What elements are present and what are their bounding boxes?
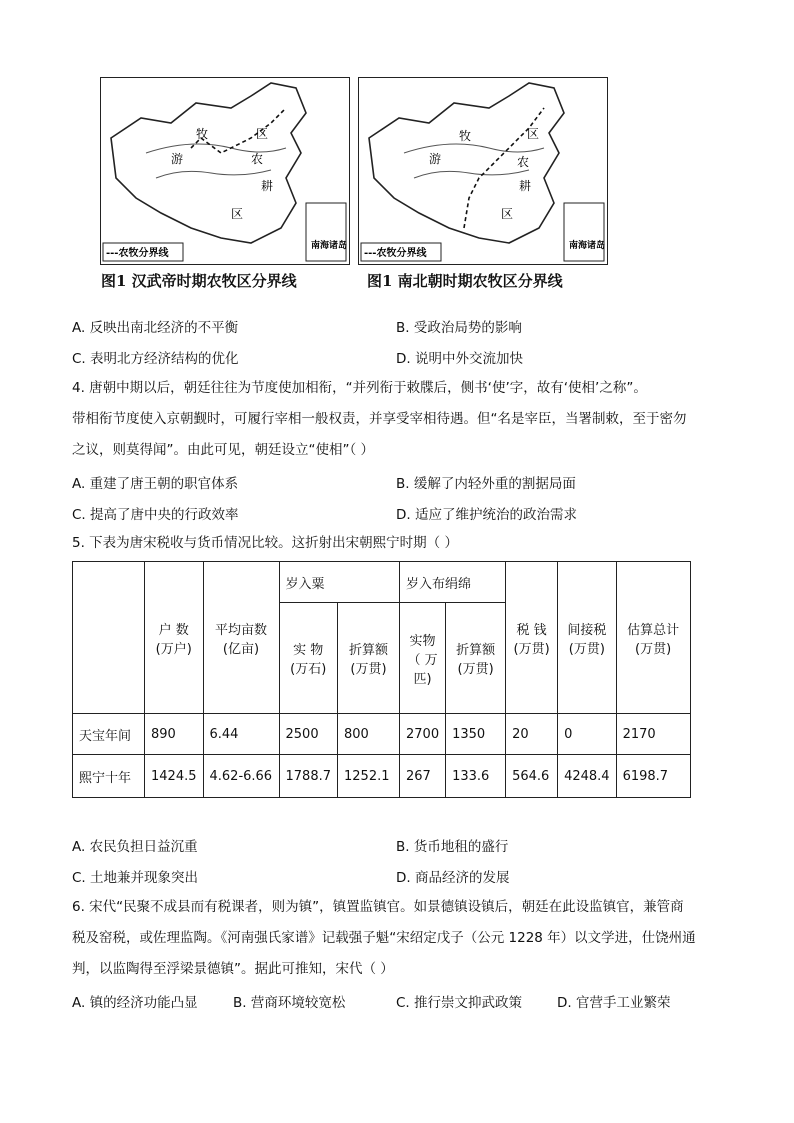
table-cell: 1350 (446, 714, 506, 755)
tax-table (72, 561, 691, 798)
q4-stem-line2: 带相衔节度使入京朝觐时，可履行宰相一般权责，并享受宰相待遇。但“名是宰臣，当署制敕，至于密勿 (72, 411, 687, 427)
table-cell: 2500 (279, 714, 338, 755)
map2-label-mu: 牧 (459, 129, 472, 143)
q5-option-d[interactable]: D. 商品经济的发展 (396, 870, 510, 886)
header-suirubu: 岁入布绢绵 (400, 562, 506, 603)
header-hushu: 户 数 (万户) (145, 562, 204, 714)
table-cell: 564.6 (506, 755, 558, 798)
table-cell: 800 (338, 714, 400, 755)
header-mu: 平均亩数 (亿亩) (203, 562, 279, 714)
q3-option-c[interactable]: C. 表明北方经济结构的优化 (72, 351, 239, 367)
q6-stem-line1: 6. 宋代“民聚不成县而有税课者，则为镇”，镇置监镇官。如景德镇设镇后，朝廷在此设监镇官，兼管商 (72, 899, 684, 915)
table-cell: 890 (145, 714, 204, 755)
q4-option-b[interactable]: B. 缓解了内轻外重的割据局面 (396, 476, 576, 492)
q6-option-a[interactable]: A. 镇的经济功能凸显 (72, 995, 198, 1011)
header-shuiqian: 税 钱 (万贯) (506, 562, 558, 714)
q3-option-a[interactable]: A. 反映出南北经济的不平衡 (72, 320, 239, 336)
q4-option-c[interactable]: C. 提高了唐中央的行政效率 (72, 507, 239, 523)
map1-label-you: 游 (171, 152, 184, 166)
china-map-2 (359, 78, 607, 264)
q5-option-b[interactable]: B. 货币地租的盛行 (396, 839, 509, 855)
header-su-shiwu: 实 物 (万石) (279, 603, 338, 714)
table-cell: 1424.5 (145, 755, 204, 798)
q6-option-c[interactable]: C. 推行崇文抑武政策 (396, 995, 523, 1011)
map1-legend: ---农牧分界线 (106, 248, 169, 259)
q4-stem-line1: 4. 唐朝中期以后，朝廷往往为节度使加相衔，“并列衔于敕牒后，侧书‘使’字，故有‘使相’之称”。 (72, 380, 647, 396)
header-bu-zhesuan: 折算额 (万贯) (446, 603, 506, 714)
header-su-zhesuan: 折算额 (万贯) (338, 603, 400, 714)
q6-stem-line2: 税及窑税，或佐理监陶。《河南强氏家谱》记载强子魁“宋绍定戊子（公元 1228 年）以文学进，仕饶州通 (72, 930, 696, 946)
map2-label-you: 游 (429, 152, 442, 166)
table-header-empty (73, 562, 145, 714)
q5-stem: 5. 下表为唐宋税收与货币情况比较。这折射出宋朝熙宁时期（ ） (72, 535, 458, 551)
table-cell: 2170 (616, 714, 690, 755)
q6-option-d[interactable]: D. 官营手工业繁荣 (557, 995, 671, 1011)
table-cell: 熙宁十年 (73, 755, 145, 798)
q4-stem-line3: 之议，则莫得闻”。由此可见，朝廷设立“使相”（ ） (72, 442, 375, 458)
table-row-xining (73, 755, 691, 798)
map1-label-qu1: 区 (256, 127, 269, 141)
map-han-wudi (100, 77, 350, 265)
map1-caption: 图1 汉武帝时期农牧区分界线 (101, 272, 297, 290)
table-cell: 6.44 (203, 714, 279, 755)
table-cell: 4.62-6.66 (203, 755, 279, 798)
table-cell: 2700 (400, 714, 446, 755)
table-cell: 0 (558, 714, 617, 755)
map2-label-nong: 农 (517, 155, 530, 169)
map1-label-qu2: 区 (231, 207, 244, 221)
q6-option-b[interactable]: B. 营商环境较宽松 (233, 995, 346, 1011)
map2-caption: 图1 南北朝时期农牧区分界线 (367, 272, 563, 290)
header-zongji: 估算总计 (万贯) (616, 562, 690, 714)
table-cell: 4248.4 (558, 755, 617, 798)
china-map-1 (101, 78, 349, 264)
q4-option-d[interactable]: D. 适应了维护统治的政治需求 (396, 507, 577, 523)
map1-label-nong: 农 (251, 152, 264, 166)
map2-legend: ---农牧分界线 (364, 248, 427, 259)
table-cell: 6198.7 (616, 755, 690, 798)
q5-option-c[interactable]: C. 土地兼并现象突出 (72, 870, 199, 886)
map1-label-geng: 耕 (261, 179, 274, 193)
q3-option-d[interactable]: D. 说明中外交流加快 (396, 351, 523, 367)
header-suirusu: 岁入粟 (279, 562, 400, 603)
map2-label-geng: 耕 (519, 179, 532, 193)
map2-inset-label: 南海诸岛 (569, 241, 606, 251)
table-cell: 20 (506, 714, 558, 755)
map1-inset-label: 南海诸岛 (311, 241, 348, 251)
map2-label-qu1: 区 (527, 127, 540, 141)
table-cell: 1788.7 (279, 755, 338, 798)
table-cell: 天宝年间 (73, 714, 145, 755)
q3-option-b[interactable]: B. 受政治局势的影响 (396, 320, 522, 336)
map1-label-mu: 牧 (196, 127, 209, 141)
header-bu-shiwu: 实物 （ 万 匹) (400, 603, 446, 714)
q4-option-a[interactable]: A. 重建了唐王朝的职官体系 (72, 476, 239, 492)
q5-option-a[interactable]: A. 农民负担日益沉重 (72, 839, 198, 855)
header-jianjie: 间接税 (万贯) (558, 562, 617, 714)
table-cell: 267 (400, 755, 446, 798)
q6-stem-line3: 判，以监陶得至浮梁景德镇”。据此可推知，宋代（ ） (72, 961, 394, 977)
table-cell: 1252.1 (338, 755, 400, 798)
table-row-tianbao (73, 714, 691, 755)
table-cell: 133.6 (446, 755, 506, 798)
map-nanbeichao (358, 77, 608, 265)
map2-label-qu2: 区 (501, 207, 514, 221)
